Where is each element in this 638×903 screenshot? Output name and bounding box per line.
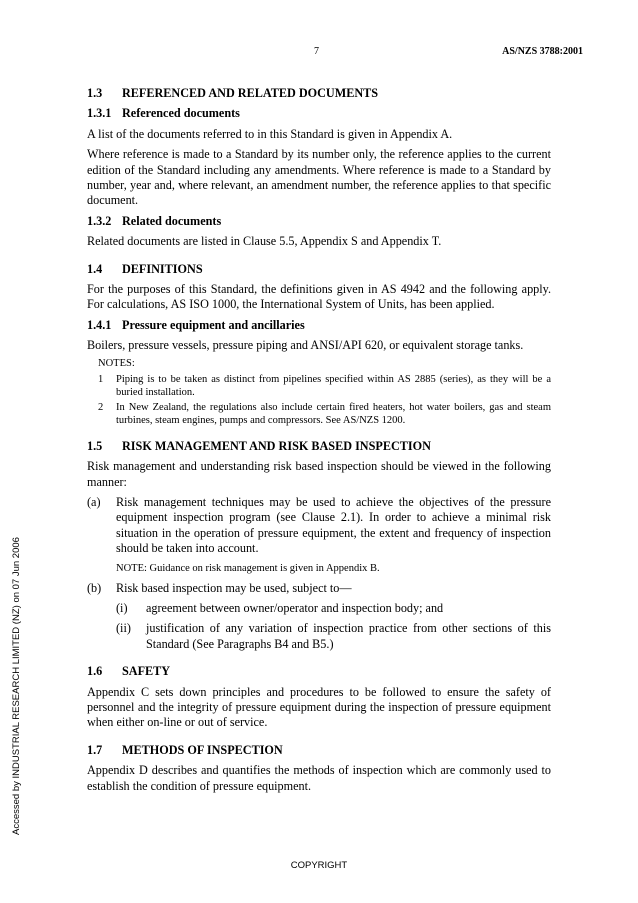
heading-1-7: 1.7 METHODS OF INSPECTION <box>87 742 283 757</box>
document-body <box>87 86 551 794</box>
list-item-a: (a) Risk management techniques may be used to achieve the objectives of the pressure equipment inspection program (see Clause 2.1). In order to achieve a minimal risk situation in the operation of pressure equipment, the extent and frequency of inspection should be taken into account. <box>87 494 551 556</box>
paragraph: A list of the documents referred to in this Standard is given in Appendix A. <box>87 126 453 141</box>
inline-note: NOTE: Guidance on risk management is given in Appendix B. <box>116 562 380 574</box>
heading-1-5: 1.5 RISK MANAGEMENT AND RISK BASED INSPECTION <box>87 438 431 453</box>
paragraph: For the purposes of this Standard, the definitions given in AS 4942 and the following apply. For calculations, AS ISO 1000, the International System of Units, has been applied. <box>87 282 551 312</box>
note-item: 1 Piping is to be taken as distinct from pipelines specified within AS 2885 (series), as they will be a buried installation. <box>98 373 551 398</box>
heading-1-4: 1.4 DEFINITIONS <box>87 261 203 276</box>
copyright-footer: COPYRIGHT <box>290 860 348 871</box>
access-watermark: Accessed by INDUSTRIAL RESEARCH LIMITED (NZ) on 07 Jun 2006 <box>11 537 22 835</box>
paragraph: Related documents are listed in Clause 5.5, Appendix S and Appendix T. <box>87 234 442 249</box>
paragraph: Risk management and understanding risk based inspection should be viewed in the following manner: <box>87 459 551 489</box>
paragraph: Appendix C sets down principles and procedures to be followed to ensure the safety of personnel and the integrity of pressure equipment during the inspection of pressure equipment when either on-line or out of service. <box>87 684 551 730</box>
paragraph: Boilers, pressure vessels, pressure piping and ANSI/API 620, or equivalent storage tanks. <box>87 338 524 353</box>
heading-1-3-1: 1.3.1 Referenced documents <box>87 106 240 121</box>
page-number: 7 <box>314 46 319 57</box>
list-subitem-ii: (ii) justification of any variation of inspection practice from other sections of this Standard (See Paragraphs B4 and B5.) <box>116 621 551 651</box>
note-item: 2 In New Zealand, the regulations also include certain fired heaters, hot water boilers, gas and steam turbines, steam engines, pumps and compressors. See AS/NZS 1200. <box>98 401 551 426</box>
heading-1-3: 1.3 REFERENCED AND RELATED DOCUMENTS <box>87 86 379 100</box>
list-subitem-i: (i) agreement between owner/operator and inspection body; and <box>116 600 444 615</box>
heading-1-3-2: 1.3.2 Related documents <box>87 213 222 228</box>
heading-1-4-1: 1.4.1 Pressure equipment and ancillaries <box>87 317 305 332</box>
paragraph: Where reference is made to a Standard by its number only, the reference applies to the current edition of the Standard including any amendments. Where reference is made to a Standard by number, year and, where relevant, an amendment number, the reference applies to that specific document. <box>87 147 551 208</box>
list-item-b: (b) Risk based inspection may be used, subject to— <box>87 580 352 595</box>
notes-label: NOTES: <box>98 357 135 369</box>
standard-id: AS/NZS 3788:2001 <box>502 46 583 57</box>
paragraph: Appendix D describes and quantifies the methods of inspection which are commonly used to establish the condition of pressure equipment. <box>87 763 551 793</box>
heading-1-6: 1.6 SAFETY <box>87 664 171 679</box>
